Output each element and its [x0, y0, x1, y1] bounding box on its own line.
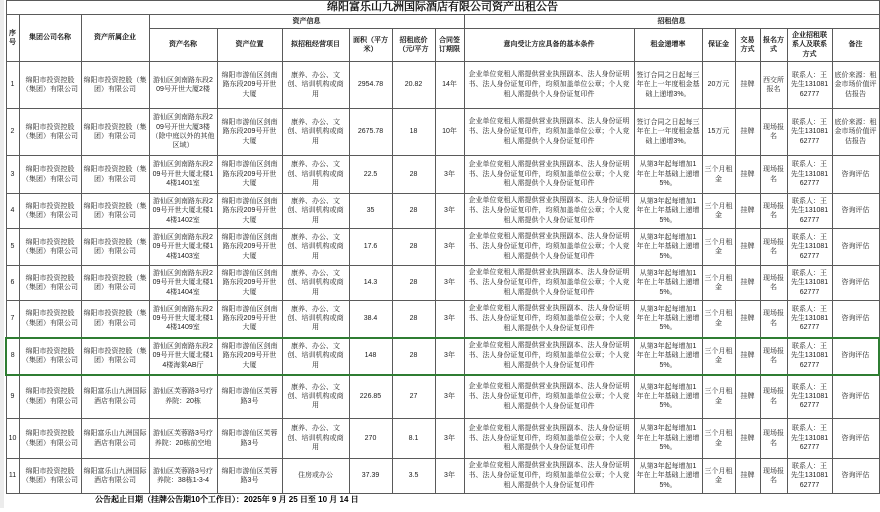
cell-owner[interactable]: 绵阳富乐山九洲国际酒店有限公司 [81, 375, 149, 419]
cell-signup[interactable]: 现场报名 [760, 375, 787, 419]
cell-deposit[interactable]: 三个月租金 [702, 266, 735, 301]
cell-area[interactable]: 2954.78 [349, 62, 392, 109]
cell-name[interactable]: 游仙区剑南路东段209号开世大厦北楼14楼1409室 [149, 301, 217, 338]
table-row [6, 62, 879, 109]
cell-trade[interactable]: 挂牌 [735, 229, 760, 266]
cell-condition[interactable]: 企业单位竞租人需提供营业执照副本、法人身份证明书、法人身份证复印件，均须加盖单位公章；个人竞租人需提供个人身份证复印件 [464, 109, 634, 156]
cell-contact[interactable]: 联系人：王先生13108162777 [787, 375, 832, 419]
cell-note[interactable]: 咨询评估 [832, 194, 879, 229]
cell-location[interactable]: 绵阳市游仙区剑南路东段209号开世大厦 [217, 338, 282, 375]
table-row [6, 229, 879, 266]
cell-trade[interactable]: 挂牌 [735, 459, 760, 494]
cell-term[interactable]: 3年 [435, 338, 464, 375]
cell-group[interactable]: 绵阳市投资控股（集团）有限公司 [19, 62, 81, 109]
cell-term[interactable]: 3年 [435, 375, 464, 419]
cell-name[interactable]: 游仙区剑南路东段209号开世大厦北楼14楼海棠AB厅 [149, 338, 217, 375]
cell-owner[interactable]: 绵阳市投资控股（集团）有限公司 [81, 109, 149, 156]
cell-signup[interactable]: 现场报名 [760, 229, 787, 266]
cell-increase[interactable]: 签订合同之日起每三年在上一年度租金基础上递增3%。 [634, 62, 702, 109]
cell-location[interactable]: 绵阳市游仙区剑南路东段209号开世大厦 [217, 109, 282, 156]
cell-name[interactable]: 游仙区剑南路东段209号开世大厦2楼 [149, 62, 217, 109]
cell-increase[interactable]: 从第3年起每增加1年在上年基础上递增5%。 [634, 459, 702, 494]
cell-signup[interactable]: 现场报名 [760, 109, 787, 156]
col-header-deposit: 保证金 [702, 29, 735, 62]
cell-condition[interactable]: 企业单位竞租人需提供营业执照副本、法人身份证明书、法人身份证复印件，均须加盖单位公章；个人竞租人需提供个人身份证复印件 [464, 419, 634, 459]
cell-condition[interactable]: 企业单位竞租人需提供营业执照副本、法人身份证明书、法人身份证复印件，均须加盖单位公章；个人竞租人需提供个人身份证复印件 [464, 338, 634, 375]
cell-trade[interactable]: 挂牌 [735, 338, 760, 375]
cell-condition[interactable]: 企业单位竞租人需提供营业执照副本、法人身份证明书、法人身份证复印件，均须加盖单位公章；个人竞租人需提供个人身份证复印件 [464, 301, 634, 338]
cell-seq[interactable]: 9 [6, 375, 19, 419]
cell-owner[interactable]: 绵阳市投资控股（集团）有限公司 [81, 62, 149, 109]
cell-term[interactable]: 3年 [435, 301, 464, 338]
cell-increase[interactable]: 从第3年起每增加1年在上年基础上递增5%。 [634, 156, 702, 194]
cell-seq[interactable]: 10 [6, 419, 19, 459]
cell-group[interactable]: 绵阳市投资控股（集团）有限公司 [19, 194, 81, 229]
cell-name[interactable]: 游仙区剑南路东段209号开世大厦北楼14楼1401室 [149, 156, 217, 194]
table-row [6, 375, 879, 419]
cell-group[interactable]: 绵阳市投资控股（集团）有限公司 [19, 419, 81, 459]
table-row [6, 338, 879, 375]
cell-seq[interactable]: 6 [6, 266, 19, 301]
cell-deposit[interactable]: 三个月租金 [702, 194, 735, 229]
cell-project[interactable]: 康养、办公、文创、培训机构或商用 [282, 266, 349, 301]
cell-location[interactable]: 绵阳市游仙区芙蓉路3号 [217, 375, 282, 419]
cell-deposit[interactable]: 三个月租金 [702, 156, 735, 194]
cell-contact[interactable]: 联系人：王先生13108162777 [787, 459, 832, 494]
cell-area[interactable]: 226.85 [349, 375, 392, 419]
cell-price[interactable]: 28 [392, 156, 435, 194]
cell-term[interactable]: 3年 [435, 194, 464, 229]
cell-trade[interactable]: 挂牌 [735, 62, 760, 109]
cell-note[interactable]: 咨询评估 [832, 419, 879, 459]
cell-location[interactable]: 绵阳市游仙区剑南路东段209号开世大厦 [217, 229, 282, 266]
col-header-signup-method: 报名方式 [760, 29, 787, 62]
col-header-seq: 序号 [6, 15, 19, 62]
cell-location[interactable]: 绵阳市游仙区芙蓉路3号 [217, 419, 282, 459]
cell-project[interactable]: 康养、办公、文创、培训机构或商用 [282, 194, 349, 229]
cell-term[interactable]: 3年 [435, 459, 464, 494]
cell-seq[interactable]: 5 [6, 229, 19, 266]
cell-term[interactable]: 10年 [435, 109, 464, 156]
cell-deposit[interactable]: 三个月租金 [702, 338, 735, 375]
cell-condition[interactable]: 企业单位竞租人需提供营业执照副本、法人身份证明书、法人身份证复印件，均须加盖单位公章；个人竞租人需提供个人身份证复印件 [464, 375, 634, 419]
cell-increase[interactable]: 签订合同之日起每三年在上一年度租金基础上递增3%。 [634, 109, 702, 156]
cell-location[interactable]: 绵阳市游仙区剑南路东段209号开世大厦 [217, 301, 282, 338]
cell-project[interactable]: 康养、办公、文创、培训机构或商用 [282, 375, 349, 419]
cell-signup[interactable]: 现场报名 [760, 266, 787, 301]
cell-note[interactable]: 底价来源：租金市场价值评估报告 [832, 62, 879, 109]
cell-condition[interactable]: 企业单位竞租人需提供营业执照副本、法人身份证明书、法人身份证复印件，均须加盖单位公章；个人竞租人需提供个人身份证复印件 [464, 229, 634, 266]
cell-owner[interactable]: 绵阳市投资控股（集团）有限公司 [81, 301, 149, 338]
cell-name[interactable]: 游仙区剑南路东段209号开世大厦北楼14楼1404室 [149, 266, 217, 301]
cell-signup[interactable]: 现场报名 [760, 194, 787, 229]
cell-increase[interactable]: 从第3年起每增加1年在上年基础上递增5%。 [634, 194, 702, 229]
cell-price[interactable]: 28 [392, 301, 435, 338]
cell-price[interactable]: 28 [392, 266, 435, 301]
col-header-base-price: 招租底价（元/平方 [392, 29, 435, 62]
col-header-rent-increase-rate: 租金递增率 [634, 29, 702, 62]
cell-price[interactable]: 18 [392, 109, 435, 156]
cell-owner[interactable]: 绵阳市投资控股（集团）有限公司 [81, 194, 149, 229]
cell-deposit[interactable]: 20万元 [702, 62, 735, 109]
table-row [6, 156, 879, 194]
sheet-left-gutter [0, 0, 4, 508]
cell-seq[interactable]: 11 [6, 459, 19, 494]
cell-seq[interactable]: 7 [6, 301, 19, 338]
cell-location[interactable]: 绵阳市游仙区剑南路东段209号开世大厦 [217, 266, 282, 301]
cell-contact[interactable]: 联系人：王先生13108162777 [787, 229, 832, 266]
cell-area[interactable]: 35 [349, 194, 392, 229]
table-row [6, 419, 879, 459]
cell-project[interactable]: 康养、办公、文创、培训机构或商用 [282, 301, 349, 338]
col-header-asset-location: 资产位置 [217, 29, 282, 62]
cell-note[interactable]: 咨询评估 [832, 301, 879, 338]
cell-price[interactable]: 28 [392, 338, 435, 375]
cell-deposit[interactable]: 三个月租金 [702, 419, 735, 459]
cell-trade[interactable]: 挂牌 [735, 266, 760, 301]
table-row [6, 194, 879, 229]
cell-contact[interactable]: 联系人：王先生13108162777 [787, 194, 832, 229]
table-row [6, 301, 879, 338]
group-header-rent-info: 招租信息 [464, 15, 879, 29]
cell-seq[interactable]: 1 [6, 62, 19, 109]
cell-deposit[interactable]: 三个月租金 [702, 229, 735, 266]
cell-price[interactable]: 3.5 [392, 459, 435, 494]
cell-area[interactable]: 22.5 [349, 156, 392, 194]
cell-location[interactable]: 绵阳市游仙区剑南路东段209号开世大厦 [217, 156, 282, 194]
cell-project[interactable]: 康养、办公、文创、培训机构或商用 [282, 338, 349, 375]
table-row [6, 459, 879, 494]
cell-seq[interactable]: 4 [6, 194, 19, 229]
col-header-owner-enterprise: 资产所属企业 [81, 15, 149, 62]
cell-term[interactable]: 3年 [435, 419, 464, 459]
cell-condition[interactable]: 企业单位竞租人需提供营业执照副本、法人身份证明书、法人身份证复印件，均须加盖单位公章；个人竞租人需提供个人身份证复印件 [464, 266, 634, 301]
cell-contact[interactable]: 联系人：王先生13108162777 [787, 156, 832, 194]
col-header-basic-conditions: 意向受让方应具备的基本条件 [464, 29, 634, 62]
cell-project[interactable]: 康养、办公、文创、培训机构或商用 [282, 62, 349, 109]
cell-name[interactable]: 游仙区芙蓉路3号疗养院：20栋前空地 [149, 419, 217, 459]
cell-contact[interactable]: 联系人：王先生13108162777 [787, 266, 832, 301]
cell-area[interactable]: 14.3 [349, 266, 392, 301]
cell-note[interactable]: 咨询评估 [832, 338, 879, 375]
cell-area[interactable]: 37.39 [349, 459, 392, 494]
cell-seq[interactable]: 8 [6, 338, 19, 375]
cell-note[interactable]: 咨询评估 [832, 156, 879, 194]
cell-area[interactable]: 270 [349, 419, 392, 459]
cell-owner[interactable]: 绵阳市投资控股（集团）有限公司 [81, 338, 149, 375]
col-header-contact: 企业招租联系人及联系方式 [787, 29, 832, 62]
cell-condition[interactable]: 企业单位竞租人需提供营业执照副本、法人身份证明书、法人身份证复印件，均须加盖单位公章；个人竞租人需提供个人身份证复印件 [464, 459, 634, 494]
cell-owner[interactable]: 绵阳富乐山九洲国际酒店有限公司 [81, 459, 149, 494]
cell-project[interactable]: 康养、办公、文创、培训机构或商用 [282, 109, 349, 156]
asset-rental-table [5, 0, 880, 494]
rental-announcement-sheet [5, 0, 879, 512]
cell-note[interactable]: 底价来源：租金市场价值评估报告 [832, 109, 879, 156]
col-header-trade-method: 交易方式 [735, 29, 760, 62]
page-title: 绵阳富乐山九洲国际酒店有限公司资产出租公告 [6, 1, 879, 15]
cell-group[interactable]: 绵阳市投资控股（集团）有限公司 [19, 109, 81, 156]
cell-condition[interactable]: 企业单位竞租人需提供营业执照副本、法人身份证明书、法人身份证复印件，均须加盖单位公章；个人竞租人需提供个人身份证复印件 [464, 156, 634, 194]
cell-signup[interactable]: 西交所报名 [760, 62, 787, 109]
cell-term[interactable]: 3年 [435, 229, 464, 266]
cell-area[interactable]: 17.6 [349, 229, 392, 266]
cell-note[interactable]: 咨询评估 [832, 375, 879, 419]
cell-group[interactable]: 绵阳市投资控股（集团）有限公司 [19, 459, 81, 494]
cell-condition[interactable]: 企业单位竞租人需提供营业执照副本、法人身份证明书、法人身份证复印件，均须加盖单位公章；个人竞租人需提供个人身份证复印件 [464, 194, 634, 229]
cell-name[interactable]: 游仙区芙蓉路3号疗养院：20栋 [149, 375, 217, 419]
cell-area[interactable]: 2675.78 [349, 109, 392, 156]
cell-term[interactable]: 14年 [435, 62, 464, 109]
cell-price[interactable]: 28 [392, 194, 435, 229]
cell-location[interactable]: 绵阳市游仙区剑南路东段209号开世大厦 [217, 62, 282, 109]
cell-contact[interactable]: 联系人：王先生13108162777 [787, 301, 832, 338]
cell-group[interactable]: 绵阳市投资控股（集团）有限公司 [19, 156, 81, 194]
cell-note[interactable]: 咨询评估 [832, 266, 879, 301]
table-row [6, 266, 879, 301]
cell-contact[interactable]: 联系人：王先生13108162777 [787, 109, 832, 156]
announcement-period-note: 公告起止日期（挂牌公告期10个工作日）：2025年 9 月 25 日至 10 月 14 日 [95, 495, 359, 504]
cell-signup[interactable]: 现场报名 [760, 156, 787, 194]
table-row [6, 109, 879, 156]
cell-deposit[interactable]: 三个月租金 [702, 301, 735, 338]
cell-increase[interactable]: 从第3年起每增加1年在上年基础上递增5%。 [634, 338, 702, 375]
cell-deposit[interactable]: 三个月租金 [702, 459, 735, 494]
col-header-asset-name: 资产名称 [149, 29, 217, 62]
cell-deposit[interactable]: 三个月租金 [702, 375, 735, 419]
cell-project[interactable]: 住房或办公 [282, 459, 349, 494]
cell-signup[interactable]: 现场报名 [760, 301, 787, 338]
cell-increase[interactable]: 从第3年起每增加1年在上年基础上递增5%。 [634, 419, 702, 459]
cell-signup[interactable]: 现场报名 [760, 419, 787, 459]
cell-term[interactable]: 3年 [435, 156, 464, 194]
cell-note[interactable]: 咨询评估 [832, 229, 879, 266]
cell-trade[interactable]: 挂牌 [735, 375, 760, 419]
cell-project[interactable]: 康养、办公、文创、培训机构或商用 [282, 229, 349, 266]
cell-trade[interactable]: 挂牌 [735, 301, 760, 338]
cell-increase[interactable]: 从第3年起每增加1年在上年基础上递增5%。 [634, 375, 702, 419]
cell-price[interactable]: 27 [392, 375, 435, 419]
cell-seq[interactable]: 2 [6, 109, 19, 156]
cell-increase[interactable]: 从第3年起每增加1年在上年基础上递增5%。 [634, 266, 702, 301]
cell-price[interactable]: 8.1 [392, 419, 435, 459]
col-header-intended-business: 拟招租经营项目 [282, 29, 349, 62]
cell-trade[interactable]: 挂牌 [735, 109, 760, 156]
cell-trade[interactable]: 挂牌 [735, 194, 760, 229]
cell-owner[interactable]: 绵阳市投资控股（集团）有限公司 [81, 156, 149, 194]
cell-term[interactable]: 3年 [435, 266, 464, 301]
cell-group[interactable]: 绵阳市投资控股（集团）有限公司 [19, 338, 81, 375]
cell-increase[interactable]: 从第3年起每增加1年在上年基础上递增5%。 [634, 301, 702, 338]
col-header-group-company: 集团公司名称 [19, 15, 81, 62]
cell-name[interactable]: 游仙区剑南路东段209号开世大厦北楼14楼1402室 [149, 194, 217, 229]
cell-owner[interactable]: 绵阳富乐山九洲国际酒店有限公司 [81, 419, 149, 459]
cell-project[interactable]: 康养、办公、文创、培训机构或商用 [282, 156, 349, 194]
col-header-area: 面积（平方米） [349, 29, 392, 62]
cell-area[interactable]: 148 [349, 338, 392, 375]
cell-owner[interactable]: 绵阳市投资控股（集团）有限公司 [81, 266, 149, 301]
cell-contact[interactable]: 联系人：王先生13108162777 [787, 338, 832, 375]
cell-trade[interactable]: 挂牌 [735, 156, 760, 194]
cell-name[interactable]: 游仙区剑南路东段209号开世大厦北楼14楼1403室 [149, 229, 217, 266]
cell-name[interactable]: 游仙区芙蓉路3号疗养院：38栋1-3-4 [149, 459, 217, 494]
cell-signup[interactable]: 现场报名 [760, 338, 787, 375]
cell-condition[interactable]: 企业单位竞租人需提供营业执照副本、法人身份证明书、法人身份证复印件，均须加盖单位公章；个人竞租人需提供个人身份证复印件 [464, 62, 634, 109]
cell-project[interactable]: 康养、办公、文创、培训机构或商用 [282, 419, 349, 459]
cell-increase[interactable]: 从第3年起每增加1年在上年基础上递增5%。 [634, 229, 702, 266]
cell-signup[interactable]: 现场报名 [760, 459, 787, 494]
cell-group[interactable]: 绵阳市投资控股（集团）有限公司 [19, 375, 81, 419]
cell-note[interactable]: 咨询评估 [832, 459, 879, 494]
col-header-remarks: 备注 [832, 29, 879, 62]
cell-area[interactable]: 38.4 [349, 301, 392, 338]
cell-deposit[interactable]: 15万元 [702, 109, 735, 156]
cell-contact[interactable]: 联系人：王先生13108162777 [787, 62, 832, 109]
cell-trade[interactable]: 挂牌 [735, 419, 760, 459]
cell-contact[interactable]: 联系人：王先生13108162777 [787, 419, 832, 459]
cell-name[interactable]: 游仙区剑南路东段209号开世大厦3楼（除中庭以外的其他区域） [149, 109, 217, 156]
cell-group[interactable]: 绵阳市投资控股（集团）有限公司 [19, 301, 81, 338]
cell-price[interactable]: 20.82 [392, 62, 435, 109]
cell-location[interactable]: 绵阳市游仙区芙蓉路3号 [217, 459, 282, 494]
cell-seq[interactable]: 3 [6, 156, 19, 194]
group-header-asset-info: 资产信息 [149, 15, 464, 29]
col-header-contract-term: 合同签订期限 [435, 29, 464, 62]
table-body [6, 62, 879, 494]
cell-location[interactable]: 绵阳市游仙区剑南路东段209号开世大厦 [217, 194, 282, 229]
cell-group[interactable]: 绵阳市投资控股（集团）有限公司 [19, 266, 81, 301]
cell-price[interactable]: 28 [392, 229, 435, 266]
cell-owner[interactable]: 绵阳市投资控股（集团）有限公司 [81, 229, 149, 266]
cell-group[interactable]: 绵阳市投资控股（集团）有限公司 [19, 229, 81, 266]
